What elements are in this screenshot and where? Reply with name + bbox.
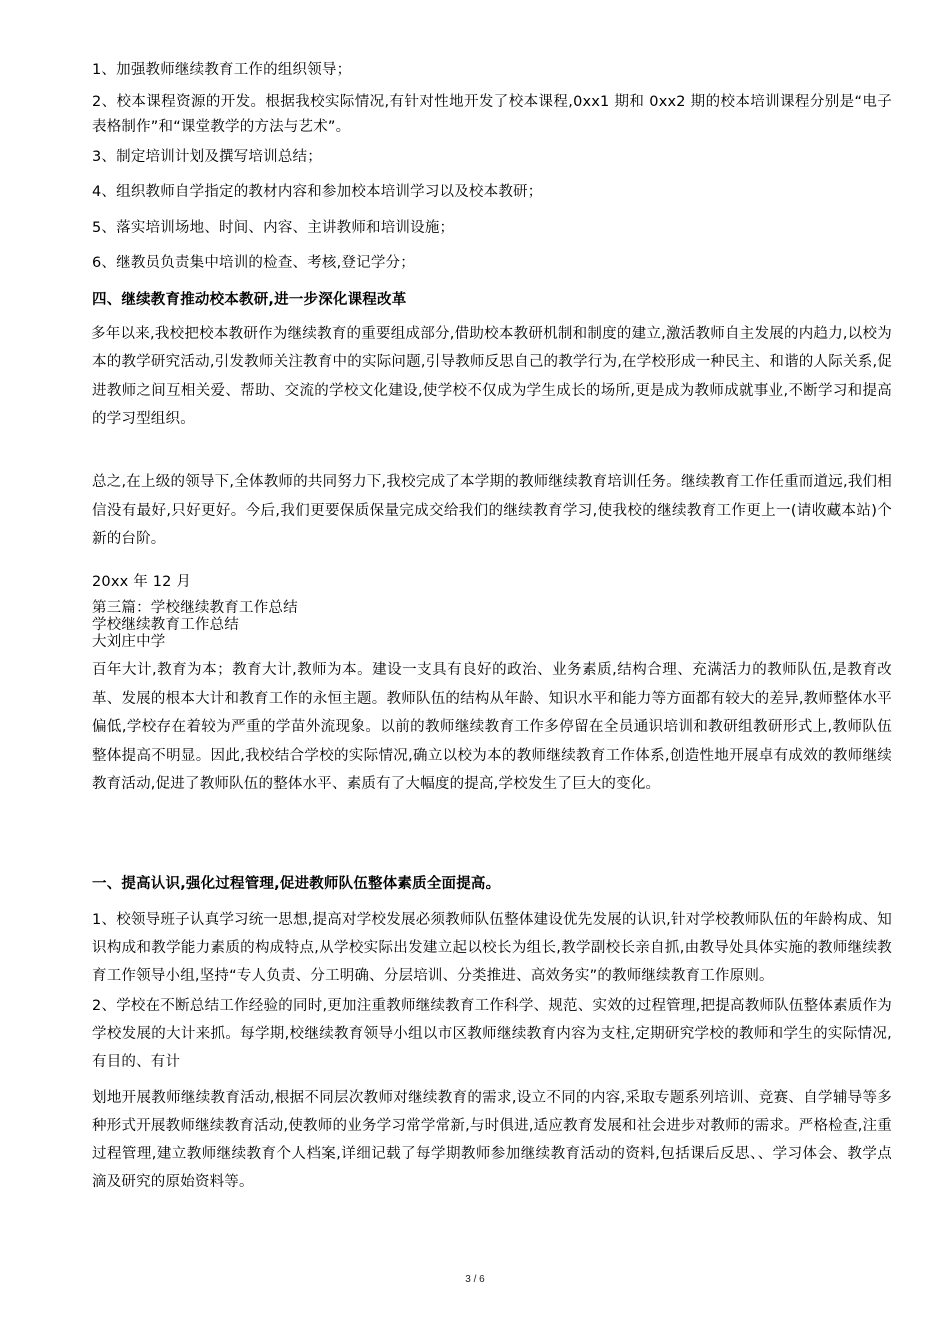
section-heading: 一、提高认识,强化过程管理,促进教师队伍整体素质全面提高。: [92, 876, 501, 892]
paragraph: 1、校领导班子认真学习统一思想,提高对学校发展必须教师队伍整体建设优先发展的认识,针对学校教师队伍的年龄构成、知识构成和教学能力素质的构成特点,从学校实际出发建立起以校长为组长,教学副校长亲自抓,由教导处具体实施的教师继续教育工作领导小组,坚持“专人负责、分工明确、分层培训、分类推进、高效务实”的教师继续教育工作原则。: [92, 911, 892, 984]
paragraph: 多年以来,我校把校本教研作为继续教育的重要组成部分,借助校本教研机制和制度的建立,激活教师自主发展的内趋力,以校为本的教学研究活动,引发教师关注教育中的实际问题,引导教师反思自己的教学行为,在学校形成一种民主、和谐的人际关系,促进教师之间互相关爱、帮助、交流的学校文化建设,使学校不仅成为学生成长的场所,更是成为教师成就事业,不断学习和提高的学习型组织。: [91, 325, 892, 427]
paragraph: 总之,在上级的领导下,全体教师的共同努力下,我校完成了本学期的教师继续教育培训任务。继续教育工作任重而道远,我们相信没有最好,只好更好。今后,我们更要保质保量完成交给我们的继续教育学习,使我校的继续教育工作更上一(请收藏本站)个新的台阶。: [92, 474, 892, 547]
list-item: 1、加强教师继续教育工作的组织领导；: [92, 62, 352, 78]
section1: [92, 872, 892, 1196]
summary-block: [92, 468, 892, 554]
date-block: [92, 570, 892, 596]
paragraph: 2、学校在不断总结工作经验的同时,更加注重教师继续教育工作科学、规范、实效的过程管理,把提高教师队伍整体素质作为学校发展的大计来抓。每学期,校继续教育领导小组以市区教师继续教育内容为支柱,定期研究学校的教师和学生的实际情况,有目的、有计: [92, 997, 892, 1070]
list-item: 5、落实培训场地、时间、内容、主讲教师和培训设施；: [92, 219, 455, 236]
list-block: [92, 58, 892, 277]
page-number: 3 / 6: [465, 1274, 485, 1285]
list-item: 2、校本课程资源的开发。根据我校实际情况,有针对性地开发了校本课程,0xx1 期和 0xx2 期的校本培训课程分别是“电子表格制作”和“课堂教学的方法与艺术”。: [92, 93, 892, 135]
paragraph: 百年大计,教育为本；教育大计,教师为本。建设一支具有良好的政治、业务素质,结构合理、充满活力的教师队伍,是教育改革、发展的根本大计和教育工作的永恒主题。教师队伍的结构从年龄、知识水平和能力等方面都有较大的差异,教师整体水平偏低,学校存在着较为严重的学苗外流现象。以前的教师继续教育工作多停留在全员通识培训和教研组教研形式上,教师队伍整体提高不明显。因此,我校结合学校的实际情况,确立以校为本的教师继续教育工作体系,创造性地开展卓有成效的教师继续教育活动,促进了教师队伍的整体水平、素质有了大幅度的提高,学校发生了巨大的变化。: [92, 662, 892, 792]
school-name: 大刘庄中学: [92, 634, 166, 650]
intro-block: [92, 656, 892, 799]
list-item: 4、组织教师自学指定的教材内容和参加校本培训学习以及校本教研；: [92, 184, 543, 200]
article-title: 第三篇：学校继续教育工作总结: [92, 600, 298, 616]
date-text: 20xx 年 12 月: [92, 574, 192, 590]
list-item: 6、继教员负责集中培训的检查、考核,登记学分；: [92, 255, 415, 271]
paragraph: 划地开展教师继续教育活动,根据不同层次教师对继续教育的需求,设立不同的内容,采取专题系列培训、竞赛、自学辅导等多种形式开展教师继续教育活动,使教师的业务学习常学常新,与时俱进,适应教育发展和社会进步对教师的需求。严格检查,注重过程管理,建立教师继续教育个人档案,详细记载了每学期教师参加继续教育活动的资料,包括课后反思、、学习体会、教学点滴及研究的原始资料等。: [92, 1089, 892, 1190]
section4: [92, 288, 892, 434]
third-article-header: [92, 600, 892, 651]
section-heading: 四、继续教育推动校本教研,进一步深化课程改革: [92, 292, 407, 308]
article-subtitle: 学校继续教育工作总结: [92, 617, 239, 633]
list-item: 3、制定培训计划及撰写培训总结；: [92, 148, 322, 165]
